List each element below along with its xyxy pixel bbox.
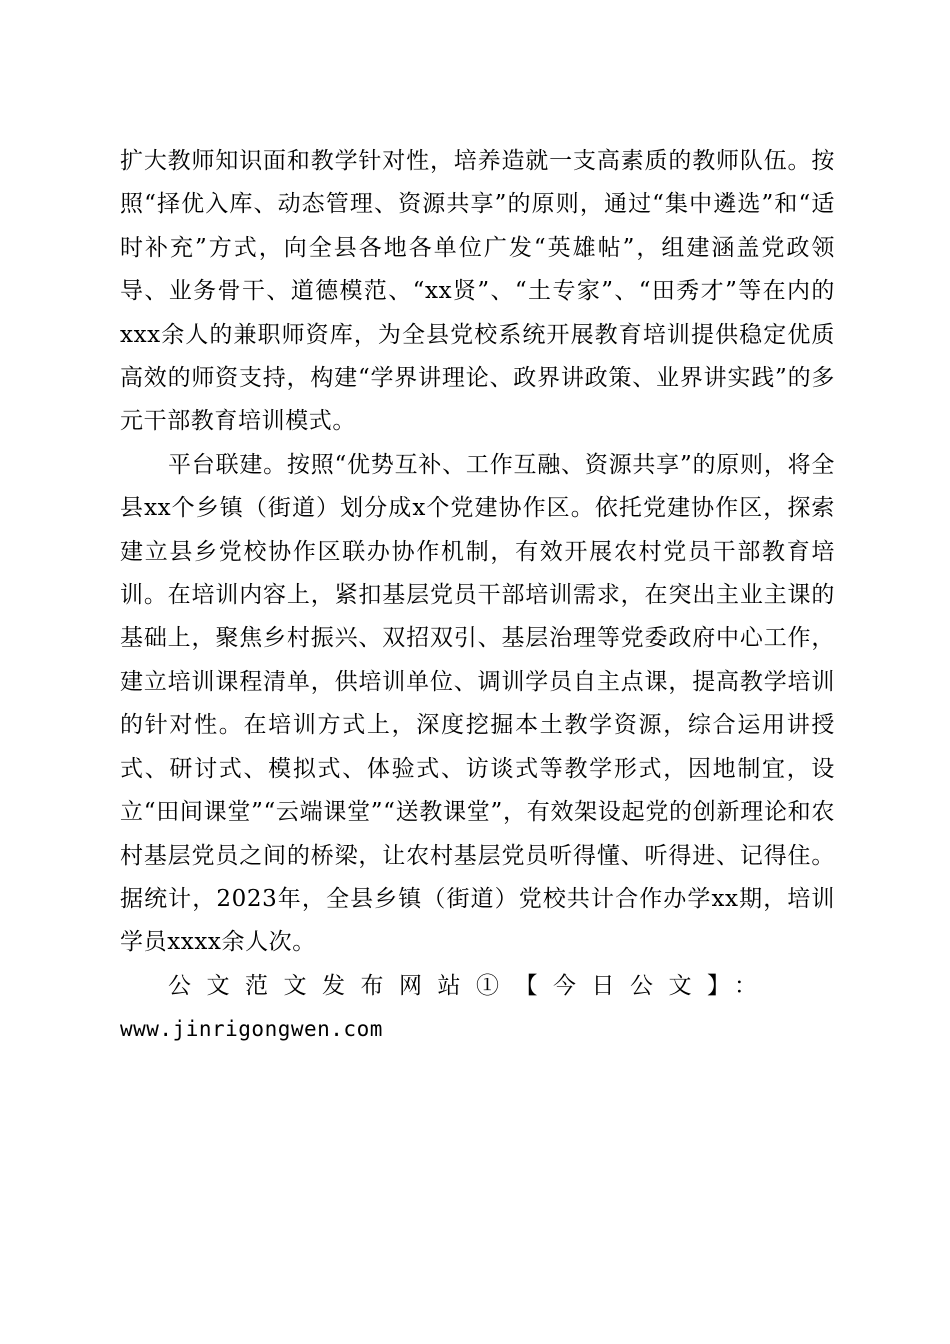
document-body bbox=[120, 140, 835, 1052]
footer-source-text: 公文范文发布网站①【今日公文】： bbox=[168, 972, 773, 999]
footer-url: www.jinrigongwen.com bbox=[120, 1017, 383, 1042]
paragraph-teacher-pool: 扩大教师知识面和教学针对性，培养造就一支高素质的教师队伍。按照“择优入库、动态管理、资源共享”的原则，通过“集中遴选”和“适时补充”方式，向全县各地各单位广发“英雄帖”，组建涵盖党政领导、业务骨干、道德模范、“xx贤”、“土专家”、“田秀才”等在内的xxx余人的兼职师资库，为全县党校系统开展教育培训提供稳定优质高效的师资支持，构建“学界讲理论、政界讲政策、业界讲实践”的多元干部教育培训模式。 bbox=[120, 148, 835, 435]
paragraph-platform-building: 平台联建。按照“优势互补、工作互融、资源共享”的原则，将全县xx个乡镇（街道）划分成x个党建协作区。依托党建协作区，探索建立县乡党校协作区联办协作机制，有效开展农村党员干部教育培训。在培训内容上，紧扣基层党员干部培训需求，在突出主业主课的基础上，聚焦乡村振兴、双招双引、基层治理等党委政府中心工作，建立培训课程清单，供培训单位、调训学员自主点课，提高教学培训的针对性。在培训方式上，深度挖掘本土教学资源，综合运用讲授式、研讨式、模拟式、体验式、访谈式等教学形式，因地制宜，设立“田间课堂”“云端课堂”“送教课堂”，有效架设起党的创新理论和农村基层党员之间的桥梁，让农村基层党员听得懂、听得进、记得住。据统计，2023年，全县乡镇（街道）党校共计合作办学xx期，培训学员xxxx余人次。 bbox=[120, 451, 835, 956]
footer-source bbox=[120, 965, 835, 1008]
